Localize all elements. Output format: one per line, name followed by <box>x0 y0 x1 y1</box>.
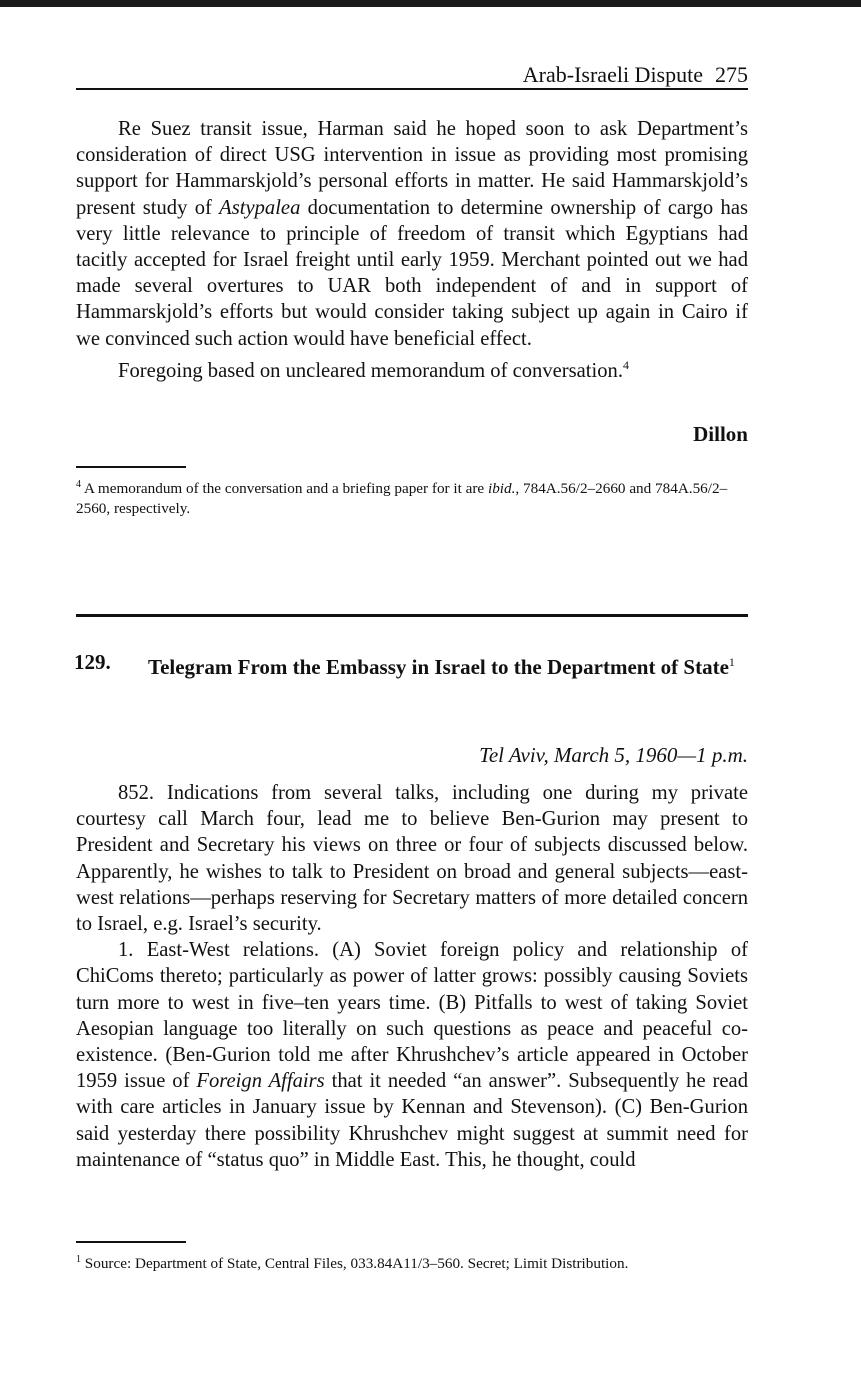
body-paragraph: 852. Indications from several talks, including one during my private courtesy call March four, lead me to believe Ben-Gurion may present to President and Secretary his views on three or four of subjects discussed below. Apparently, he wishes to talk to President on broad and general subjects—east-west relations—perhaps reserving for Secretary matters of more detailed concern to Israel, e.g. Israel’s security. <box>76 782 748 936</box>
document-number: 129. <box>74 650 111 674</box>
body-paragraph <box>76 937 748 1173</box>
previous-document-body <box>76 116 748 384</box>
paragraph-text: that it needed “an answer”. Subsequently he read with care articles in January issue by Kennan and Stevenson). (C) Ben-Gurion said yesterday there possibility Khrushchev might suggest at summit need for maintenance of “status quo” in Middle East. This, he thought, could <box>76 1070 748 1171</box>
footnote-reference: 4 <box>622 357 629 372</box>
paragraph-text: Re Suez transit issue, Harman said he hoped soon to ask Department’s consideration of direct USG intervention in issue as providing most promising support for Hammarskjold’s personal efforts in matter. He said Hammarskjold’s present study of <box>76 118 748 219</box>
document-title <box>148 649 748 680</box>
body-paragraph <box>76 352 748 384</box>
signature: Dillon <box>693 422 748 446</box>
document-body <box>76 780 748 1173</box>
footnote-reference: 1 <box>728 655 735 669</box>
footnote-italic: ibid. <box>487 480 516 498</box>
dateline: Tel Aviv, March 5, 1960—1 p.m. <box>479 743 748 767</box>
footnote <box>76 475 748 519</box>
section-divider <box>76 614 748 617</box>
footnote-mark: 4 <box>76 479 81 490</box>
footnote-text: , 784A.56/2–2660 and 784A.56/2–2560, respectively. <box>76 480 728 518</box>
footnote-text: A memorandum of the conversation and a briefing paper for it are <box>81 480 488 498</box>
footnote-text: Source: Department of State, Central Files, 033.84A11/3–560. Secret; Limit Distribution. <box>81 1255 629 1273</box>
paragraph-text: 1. East-West relations. (A) Soviet foreign policy and relationship of ChiComs thereto; particularly as power of latter grows: possibly causing Soviets turn more to west in five–ten years time. (B) Pitfalls to west of taking Soviet Aesopian language too literally on such questions as peace and peaceful co-existence. (Ben-Gurion told me after Khrushchev’s article appeared in October 1959 issue of <box>76 939 748 1093</box>
running-head-title: Arab-Israeli Dispute <box>522 62 703 87</box>
paragraph-text: Foregoing based on uncleared memorandum of conversation. <box>118 359 623 382</box>
paragraph-text: documentation to determine ownership of cargo has very little relevance to principle of freedom of transit which Egyptians had tacitly accepted for Israel freight until early 1959. Merchant pointed out we had made several overtures to UAR both independent of and in support of Hammarskjold’s efforts but would consider taking subject up again in Cairo if we convinced such action would have beneficial effect. <box>76 196 748 350</box>
body-paragraph <box>76 116 748 352</box>
document-title-text: Telegram From the Embassy in Israel to the Department of State <box>148 655 729 679</box>
footnote-rule <box>76 1241 186 1243</box>
footnote <box>76 1250 748 1274</box>
page-number: 275 <box>715 62 748 87</box>
footnote-rule <box>76 466 186 468</box>
italic-ship-name: Astypalea <box>219 196 301 219</box>
page-top-edge <box>0 0 861 7</box>
running-head <box>76 60 748 90</box>
italic-journal-title: Foreign Affairs <box>196 1070 325 1093</box>
footnote-mark: 1 <box>76 1254 81 1265</box>
